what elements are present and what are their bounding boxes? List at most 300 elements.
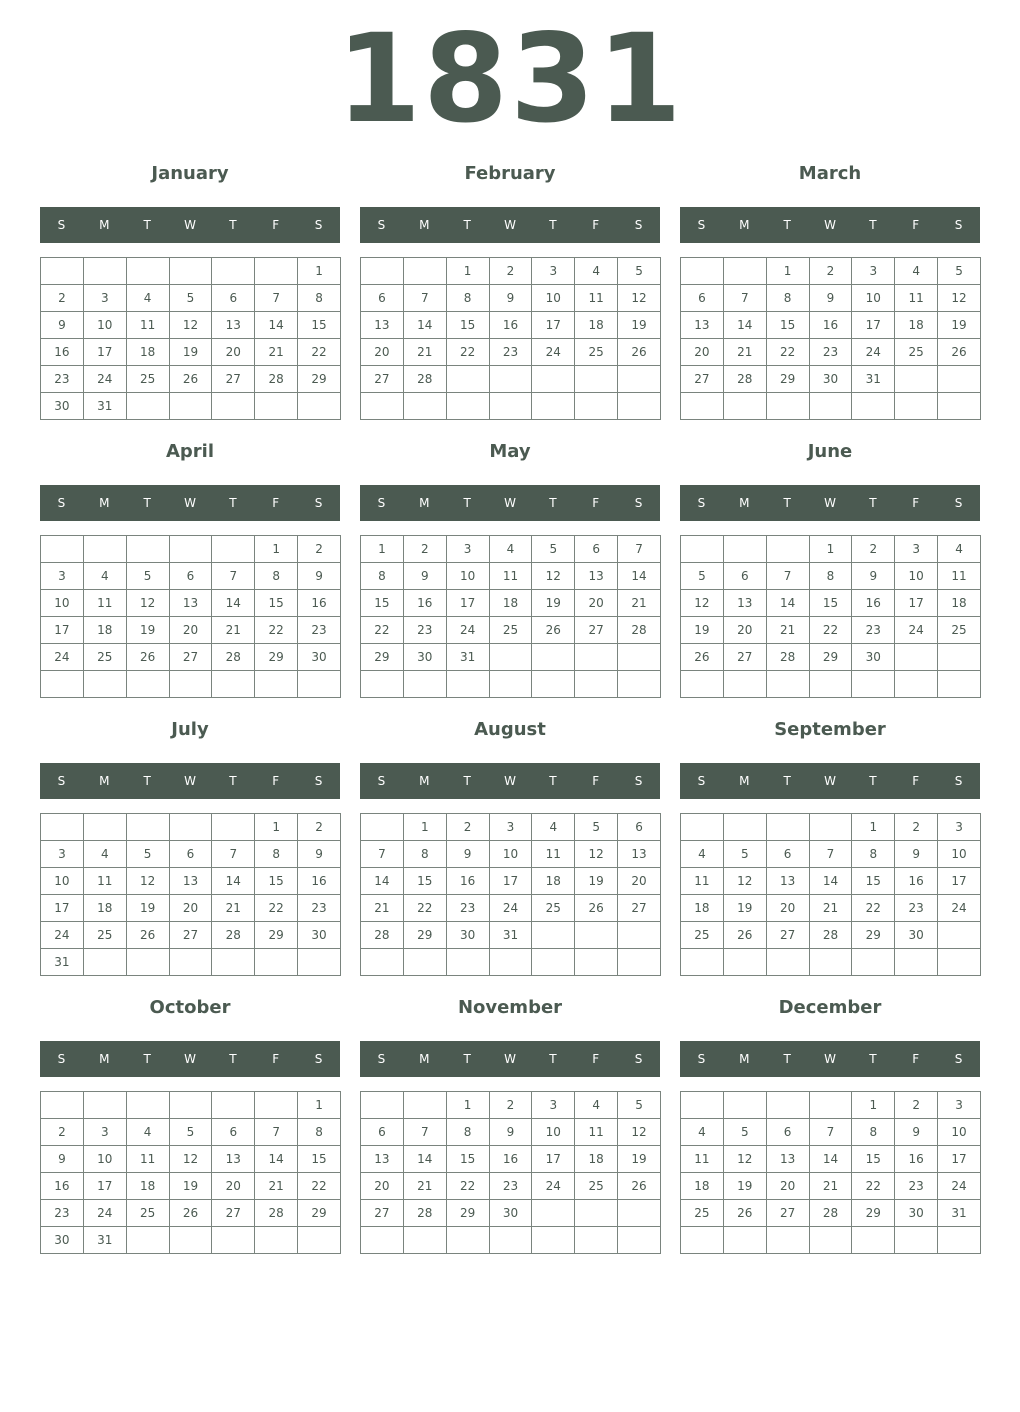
day-cell: 5 [575, 814, 618, 841]
day-cell: 8 [403, 841, 446, 868]
day-cell: 28 [255, 1200, 298, 1227]
days-grid [680, 1091, 981, 1254]
week-row [41, 1146, 341, 1173]
day-cell: 15 [852, 868, 895, 895]
day-cell: 14 [809, 1146, 852, 1173]
empty-day-cell [255, 671, 298, 698]
week-row [361, 366, 661, 393]
weekday-label: S [697, 774, 706, 788]
day-cell: 17 [446, 590, 489, 617]
weekday-label: W [824, 496, 836, 510]
weekday-label: T [229, 218, 237, 232]
weekday-label: W [504, 774, 516, 788]
day-cell: 16 [298, 590, 341, 617]
weekday-label: T [549, 774, 557, 788]
weekday-label: M [739, 774, 750, 788]
week-row [41, 1092, 341, 1119]
day-cell: 24 [532, 1173, 575, 1200]
empty-day-cell [575, 644, 618, 671]
day-cell: 22 [446, 339, 489, 366]
day-cell: 8 [255, 841, 298, 868]
day-cell: 28 [255, 366, 298, 393]
day-cell: 6 [681, 285, 724, 312]
empty-day-cell [938, 1227, 981, 1254]
day-cell: 25 [681, 922, 724, 949]
empty-day-cell [809, 1092, 852, 1119]
day-cell: 21 [361, 895, 404, 922]
day-cell: 7 [403, 1119, 446, 1146]
day-cell: 27 [766, 1200, 809, 1227]
empty-day-cell [938, 922, 981, 949]
day-cell: 8 [852, 841, 895, 868]
weekday-label: S [57, 218, 66, 232]
weekday-label: T [463, 774, 471, 788]
empty-day-cell [298, 671, 341, 698]
day-cell: 8 [809, 563, 852, 590]
day-cell: 8 [852, 1119, 895, 1146]
day-cell: 10 [446, 563, 489, 590]
day-cell: 18 [681, 1173, 724, 1200]
empty-day-cell [681, 671, 724, 698]
empty-day-cell [681, 258, 724, 285]
weekday-label: M [419, 774, 430, 788]
empty-day-cell [532, 1200, 575, 1227]
day-cell: 7 [255, 285, 298, 312]
day-cell: 7 [809, 1119, 852, 1146]
weekday-label: T [143, 1052, 151, 1066]
days-grid [360, 1091, 661, 1254]
week-row [41, 814, 341, 841]
day-cell: 14 [723, 312, 766, 339]
day-cell: 13 [212, 1146, 255, 1173]
week-row [681, 312, 981, 339]
week-row [681, 536, 981, 563]
day-cell: 31 [852, 366, 895, 393]
weekday-label: M [739, 218, 750, 232]
day-cell: 5 [723, 841, 766, 868]
day-cell: 9 [41, 312, 84, 339]
month-name: January [151, 163, 229, 184]
day-cell: 29 [255, 922, 298, 949]
empty-day-cell [255, 1227, 298, 1254]
week-row [681, 563, 981, 590]
day-cell: 18 [532, 868, 575, 895]
day-cell: 9 [809, 285, 852, 312]
day-cell: 1 [361, 536, 404, 563]
day-cell: 29 [809, 644, 852, 671]
empty-day-cell [575, 949, 618, 976]
day-cell: 15 [298, 1146, 341, 1173]
weekday-label: F [592, 774, 600, 788]
empty-day-cell [83, 814, 126, 841]
day-cell: 5 [618, 1092, 661, 1119]
day-cell: 24 [532, 339, 575, 366]
weekday-label: S [697, 218, 706, 232]
day-cell: 25 [938, 617, 981, 644]
day-cell: 31 [41, 949, 84, 976]
weekday-label: T [463, 218, 471, 232]
day-cell: 12 [618, 1119, 661, 1146]
empty-day-cell [446, 949, 489, 976]
day-cell: 18 [489, 590, 532, 617]
weekday-label: S [377, 774, 386, 788]
day-cell: 3 [446, 536, 489, 563]
day-cell: 18 [126, 339, 169, 366]
day-cell: 2 [446, 814, 489, 841]
day-cell: 22 [298, 1173, 341, 1200]
day-cell: 3 [532, 258, 575, 285]
day-cell: 29 [298, 1200, 341, 1227]
weekday-header [360, 763, 660, 799]
weekday-label: F [272, 1052, 280, 1066]
day-cell: 16 [895, 868, 938, 895]
day-cell: 10 [532, 1119, 575, 1146]
month-name: November [457, 997, 563, 1018]
day-cell: 3 [489, 814, 532, 841]
empty-day-cell [169, 393, 212, 420]
empty-day-cell [403, 258, 446, 285]
day-cell: 12 [575, 841, 618, 868]
week-row [361, 644, 661, 671]
empty-day-cell [212, 393, 255, 420]
day-cell: 13 [361, 1146, 404, 1173]
empty-day-cell [681, 536, 724, 563]
empty-day-cell [446, 393, 489, 420]
weekday-label: S [314, 774, 323, 788]
week-row [361, 258, 661, 285]
day-cell: 2 [489, 1092, 532, 1119]
day-cell: 8 [766, 285, 809, 312]
day-cell: 17 [41, 895, 84, 922]
weekday-label: T [143, 774, 151, 788]
week-row [361, 922, 661, 949]
days-grid [40, 257, 341, 420]
empty-day-cell [403, 671, 446, 698]
empty-day-cell [766, 1227, 809, 1254]
day-cell: 22 [255, 617, 298, 644]
weekday-label: S [634, 496, 643, 510]
day-cell: 28 [403, 1200, 446, 1227]
day-cell: 13 [361, 312, 404, 339]
day-cell: 20 [212, 339, 255, 366]
empty-day-cell [895, 1227, 938, 1254]
weekday-label: T [549, 496, 557, 510]
week-row [41, 366, 341, 393]
empty-day-cell [723, 814, 766, 841]
day-cell: 7 [212, 563, 255, 590]
day-cell: 7 [766, 563, 809, 590]
week-row [681, 258, 981, 285]
days-grid [680, 535, 981, 698]
day-cell: 10 [938, 841, 981, 868]
day-cell: 16 [446, 868, 489, 895]
months-grid [40, 152, 980, 1264]
day-cell: 27 [361, 1200, 404, 1227]
day-cell: 10 [895, 563, 938, 590]
day-cell: 3 [938, 1092, 981, 1119]
day-cell: 5 [618, 258, 661, 285]
day-cell: 11 [83, 868, 126, 895]
day-cell: 12 [618, 285, 661, 312]
day-cell: 26 [532, 617, 575, 644]
week-row [41, 563, 341, 590]
day-cell: 19 [681, 617, 724, 644]
day-cell: 11 [681, 868, 724, 895]
weekday-label: S [314, 496, 323, 510]
day-cell: 26 [126, 644, 169, 671]
empty-day-cell [938, 949, 981, 976]
day-cell: 12 [169, 1146, 212, 1173]
days-grid [680, 257, 981, 420]
day-cell: 14 [809, 868, 852, 895]
day-cell: 2 [895, 1092, 938, 1119]
week-row [361, 339, 661, 366]
day-cell: 21 [212, 617, 255, 644]
day-cell: 11 [938, 563, 981, 590]
day-cell: 19 [126, 617, 169, 644]
year-title: 1831 [336, 8, 684, 150]
empty-day-cell [766, 949, 809, 976]
day-cell: 5 [938, 258, 981, 285]
empty-day-cell [618, 1227, 661, 1254]
weekday-label: F [272, 774, 280, 788]
day-cell: 26 [723, 922, 766, 949]
day-cell: 11 [126, 1146, 169, 1173]
day-cell: 26 [723, 1200, 766, 1227]
month-name: September [774, 719, 886, 740]
day-cell: 28 [618, 617, 661, 644]
month-october [40, 986, 340, 1264]
empty-day-cell [255, 1092, 298, 1119]
week-row [681, 617, 981, 644]
week-row [361, 1227, 661, 1254]
week-row [681, 1119, 981, 1146]
week-row [361, 1173, 661, 1200]
day-cell: 23 [41, 366, 84, 393]
weekday-label: W [824, 774, 836, 788]
day-cell: 6 [361, 285, 404, 312]
day-cell: 22 [852, 895, 895, 922]
day-cell: 24 [446, 617, 489, 644]
month-february [360, 152, 660, 430]
weekday-header [680, 485, 980, 521]
day-cell: 4 [895, 258, 938, 285]
day-cell: 15 [298, 312, 341, 339]
week-row [681, 922, 981, 949]
day-cell: 16 [895, 1146, 938, 1173]
day-cell: 4 [126, 1119, 169, 1146]
empty-day-cell [169, 536, 212, 563]
day-cell: 10 [41, 590, 84, 617]
day-cell: 30 [895, 1200, 938, 1227]
day-cell: 1 [766, 258, 809, 285]
day-cell: 1 [446, 258, 489, 285]
day-cell: 10 [41, 868, 84, 895]
weekday-header [360, 485, 660, 521]
empty-day-cell [212, 949, 255, 976]
week-row [41, 671, 341, 698]
day-cell: 9 [895, 1119, 938, 1146]
weekday-label: F [592, 218, 600, 232]
empty-day-cell [618, 671, 661, 698]
day-cell: 19 [575, 868, 618, 895]
empty-day-cell [809, 814, 852, 841]
empty-day-cell [852, 1227, 895, 1254]
day-cell: 4 [681, 1119, 724, 1146]
empty-day-cell [255, 393, 298, 420]
empty-day-cell [532, 671, 575, 698]
month-name: March [798, 163, 862, 184]
day-cell: 4 [938, 536, 981, 563]
day-cell: 4 [681, 841, 724, 868]
day-cell: 26 [681, 644, 724, 671]
month-name: June [807, 441, 853, 462]
day-cell: 25 [83, 644, 126, 671]
empty-day-cell [169, 671, 212, 698]
day-cell: 6 [212, 1119, 255, 1146]
day-cell: 25 [575, 339, 618, 366]
day-cell: 27 [361, 366, 404, 393]
day-cell: 15 [809, 590, 852, 617]
weekday-label: F [912, 496, 920, 510]
empty-day-cell [575, 393, 618, 420]
day-cell: 27 [766, 922, 809, 949]
day-cell: 5 [723, 1119, 766, 1146]
empty-day-cell [298, 1227, 341, 1254]
day-cell: 25 [126, 1200, 169, 1227]
day-cell: 1 [852, 814, 895, 841]
empty-day-cell [938, 366, 981, 393]
day-cell: 11 [575, 285, 618, 312]
empty-day-cell [681, 814, 724, 841]
empty-day-cell [489, 366, 532, 393]
days-grid [40, 1091, 341, 1254]
day-cell: 22 [852, 1173, 895, 1200]
day-cell: 8 [361, 563, 404, 590]
day-cell: 6 [766, 1119, 809, 1146]
day-cell: 28 [723, 366, 766, 393]
week-row [41, 922, 341, 949]
week-row [41, 312, 341, 339]
day-cell: 30 [489, 1200, 532, 1227]
day-cell: 19 [532, 590, 575, 617]
day-cell: 16 [809, 312, 852, 339]
day-cell: 7 [255, 1119, 298, 1146]
week-row [681, 895, 981, 922]
day-cell: 30 [895, 922, 938, 949]
weekday-label: W [824, 1052, 836, 1066]
weekday-label: T [549, 1052, 557, 1066]
weekday-label: T [463, 1052, 471, 1066]
empty-day-cell [532, 1227, 575, 1254]
day-cell: 23 [895, 895, 938, 922]
day-cell: 28 [766, 644, 809, 671]
day-cell: 26 [126, 922, 169, 949]
day-cell: 19 [938, 312, 981, 339]
day-cell: 23 [852, 617, 895, 644]
week-row [681, 949, 981, 976]
day-cell: 31 [446, 644, 489, 671]
weekday-label: F [912, 218, 920, 232]
day-cell: 26 [938, 339, 981, 366]
month-december [680, 986, 980, 1264]
day-cell: 17 [852, 312, 895, 339]
day-cell: 6 [766, 841, 809, 868]
weekday-label: S [57, 1052, 66, 1066]
day-cell: 12 [126, 868, 169, 895]
day-cell: 26 [618, 1173, 661, 1200]
empty-day-cell [938, 671, 981, 698]
week-row [361, 536, 661, 563]
day-cell: 4 [575, 1092, 618, 1119]
day-cell: 13 [766, 1146, 809, 1173]
empty-day-cell [575, 922, 618, 949]
empty-day-cell [212, 671, 255, 698]
week-row [361, 949, 661, 976]
day-cell: 12 [126, 590, 169, 617]
month-june [680, 430, 980, 708]
empty-day-cell [681, 1227, 724, 1254]
empty-day-cell [403, 1227, 446, 1254]
empty-day-cell [126, 1227, 169, 1254]
day-cell: 18 [938, 590, 981, 617]
empty-day-cell [41, 536, 84, 563]
weekday-label: T [783, 774, 791, 788]
day-cell: 24 [938, 1173, 981, 1200]
day-cell: 25 [126, 366, 169, 393]
day-cell: 17 [83, 339, 126, 366]
day-cell: 17 [895, 590, 938, 617]
day-cell: 24 [489, 895, 532, 922]
day-cell: 10 [532, 285, 575, 312]
empty-day-cell [126, 671, 169, 698]
day-cell: 14 [255, 312, 298, 339]
empty-day-cell [403, 1092, 446, 1119]
empty-day-cell [126, 258, 169, 285]
day-cell: 14 [212, 868, 255, 895]
weekday-label: M [419, 496, 430, 510]
empty-day-cell [446, 1227, 489, 1254]
weekday-label: F [272, 496, 280, 510]
day-cell: 18 [681, 895, 724, 922]
weekday-label: W [184, 496, 196, 510]
empty-day-cell [681, 393, 724, 420]
day-cell: 23 [809, 339, 852, 366]
day-cell: 16 [489, 1146, 532, 1173]
day-cell: 2 [809, 258, 852, 285]
day-cell: 30 [446, 922, 489, 949]
day-cell: 3 [41, 841, 84, 868]
day-cell: 29 [852, 1200, 895, 1227]
day-cell: 3 [852, 258, 895, 285]
day-cell: 3 [83, 285, 126, 312]
day-cell: 4 [489, 536, 532, 563]
empty-day-cell [852, 949, 895, 976]
empty-day-cell [126, 1092, 169, 1119]
day-cell: 25 [532, 895, 575, 922]
empty-day-cell [618, 949, 661, 976]
week-row [681, 1227, 981, 1254]
empty-day-cell [255, 258, 298, 285]
day-cell: 21 [766, 617, 809, 644]
day-cell: 12 [169, 312, 212, 339]
weekday-label: S [314, 218, 323, 232]
day-cell: 10 [852, 285, 895, 312]
day-cell: 17 [83, 1173, 126, 1200]
day-cell: 19 [723, 1173, 766, 1200]
day-cell: 7 [212, 841, 255, 868]
day-cell: 15 [766, 312, 809, 339]
